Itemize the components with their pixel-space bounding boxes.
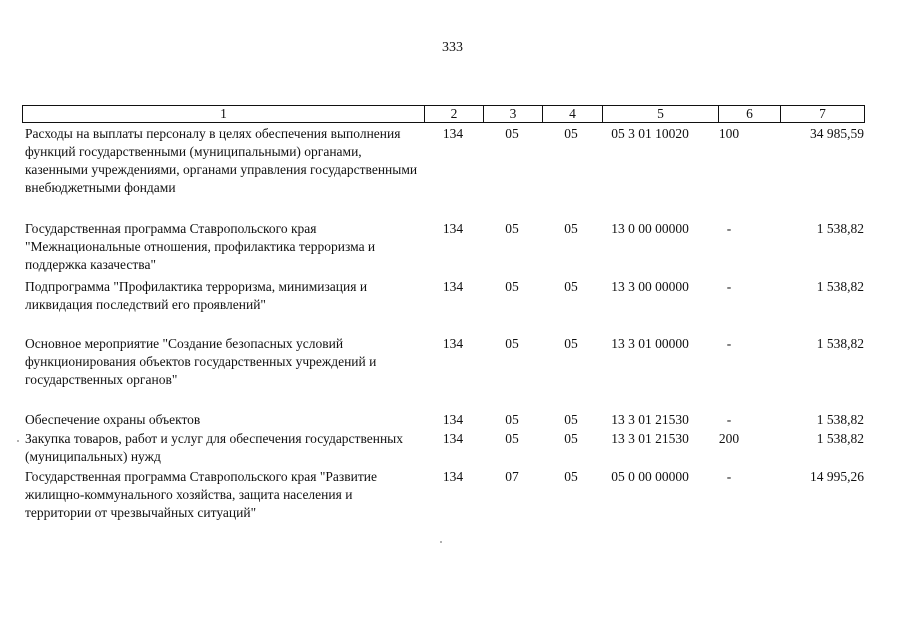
header-col-3: 3 bbox=[484, 106, 543, 122]
row-col-2: 134 bbox=[442, 126, 464, 141]
row-name: Государственная программа Ставропольского края "Межнациональные отношения, профилактика терроризма и поддержка казачества" bbox=[25, 221, 376, 272]
page-number: 333 bbox=[442, 40, 463, 55]
row-col-4: 05 bbox=[564, 412, 578, 427]
row-col-6: - bbox=[726, 469, 732, 484]
row-name: Закупка товаров, работ и услуг для обеспечения государственных (муниципальных) нужд bbox=[25, 431, 404, 464]
row-col-2: 134 bbox=[442, 336, 464, 351]
row-col-7: 1 538,82 bbox=[816, 221, 864, 236]
row-col-5: 05 0 00 00000 bbox=[611, 469, 689, 484]
row-col-6: - bbox=[726, 336, 732, 351]
row-col-4: 05 bbox=[564, 431, 578, 446]
table-header bbox=[22, 105, 865, 123]
row-col-3: 05 bbox=[505, 336, 519, 351]
scan-speck bbox=[440, 541, 442, 543]
header-col-5: 5 bbox=[603, 106, 719, 122]
row-col-6: 100 bbox=[718, 126, 740, 141]
row-col-5: 13 3 00 00000 bbox=[611, 279, 689, 294]
row-col-3: 05 bbox=[505, 126, 519, 141]
row-col-3: 05 bbox=[505, 279, 519, 294]
row-col-4: 05 bbox=[564, 336, 578, 351]
header-col-1: 1 bbox=[23, 106, 425, 122]
header-col-2: 2 bbox=[425, 106, 484, 122]
row-col-3: 05 bbox=[505, 221, 519, 236]
row-name: Государственная программа Ставропольского края "Развитие жилищно-коммунального хозяйства, защита населения и территории от чрезвычайных ситуаций" bbox=[25, 469, 377, 520]
row-col-4: 05 bbox=[564, 469, 578, 484]
row-col-3: 07 bbox=[505, 469, 519, 484]
row-col-5: 13 0 00 00000 bbox=[611, 221, 689, 236]
row-col-6: - bbox=[726, 412, 732, 427]
row-col-6: - bbox=[726, 221, 732, 236]
header-col-6: 6 bbox=[719, 106, 781, 122]
row-col-5: 13 3 01 21530 bbox=[611, 412, 689, 427]
row-col-3: 05 bbox=[505, 431, 519, 446]
row-col-7: 14 995,26 bbox=[810, 469, 864, 484]
row-col-7: 34 985,59 bbox=[810, 126, 864, 141]
row-name: Подпрограмма "Профилактика терроризма, минимизация и ликвидация последствий его проявлений" bbox=[25, 279, 368, 312]
row-col-3: 05 bbox=[505, 412, 519, 427]
row-col-2: 134 bbox=[442, 221, 464, 236]
row-name: Основное мероприятие "Создание безопасных условий функционирования объектов государственных учреждений и государственных органов" bbox=[25, 336, 377, 387]
row-name: Расходы на выплаты персоналу в целях обеспечения выполнения функций государственными (муниципальными) органами, казенными учреждениями, органами управления государственными внебюджетными фондами bbox=[25, 126, 418, 195]
row-col-6: 200 bbox=[718, 431, 740, 446]
row-col-2: 134 bbox=[442, 412, 464, 427]
row-col-2: 134 bbox=[442, 279, 464, 294]
row-col-7: 1 538,82 bbox=[816, 279, 864, 294]
header-col-7: 7 bbox=[819, 106, 826, 121]
row-col-7: 1 538,82 bbox=[816, 412, 864, 427]
row-col-7: 1 538,82 bbox=[816, 336, 864, 351]
row-col-7: 1 538,82 bbox=[816, 431, 864, 446]
row-col-5: 05 3 01 10020 bbox=[611, 126, 689, 141]
row-col-4: 05 bbox=[564, 279, 578, 294]
row-name: Обеспечение охраны объектов bbox=[25, 412, 201, 427]
row-col-2: 134 bbox=[442, 469, 464, 484]
header-col-4: 4 bbox=[543, 106, 603, 122]
scan-speck bbox=[17, 440, 19, 442]
row-col-4: 05 bbox=[564, 126, 578, 141]
row-col-4: 05 bbox=[564, 221, 578, 236]
row-col-5: 13 3 01 00000 bbox=[611, 336, 689, 351]
row-col-6: - bbox=[726, 279, 732, 294]
row-col-2: 134 bbox=[442, 431, 464, 446]
row-col-5: 13 3 01 21530 bbox=[611, 431, 689, 446]
